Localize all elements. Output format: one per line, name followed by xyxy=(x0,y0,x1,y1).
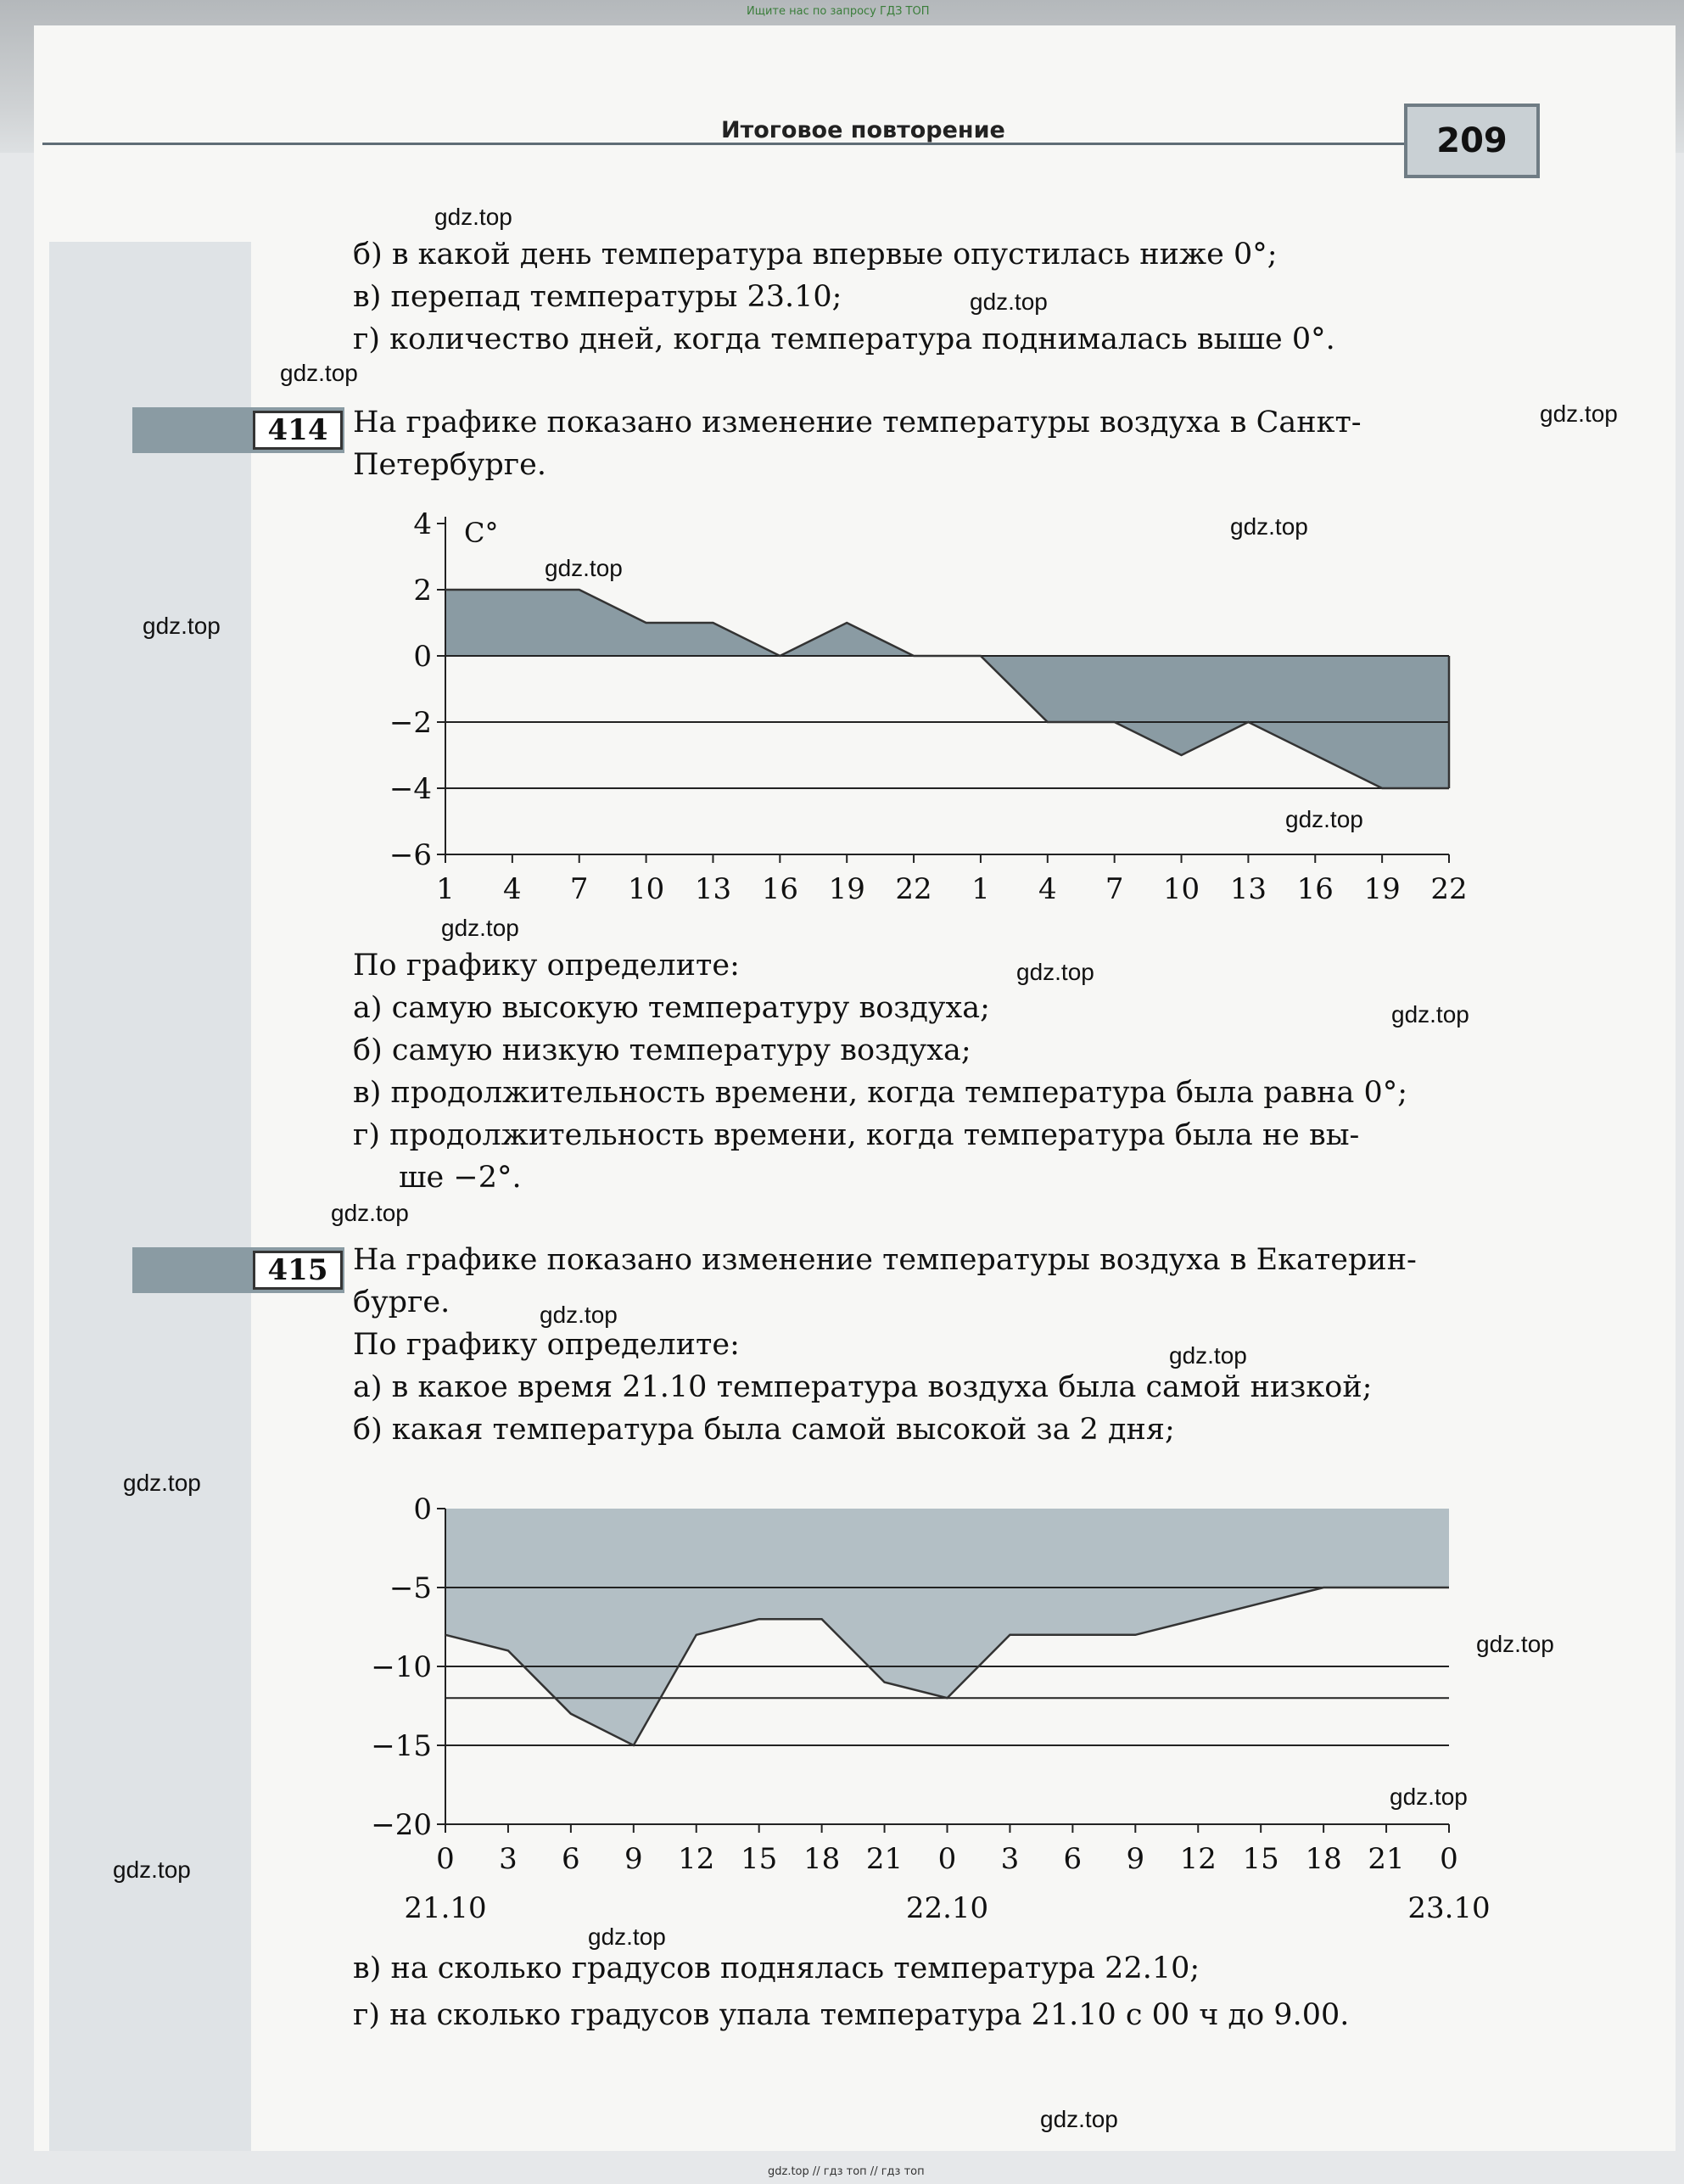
problem-414-question-v: в) продолжительность времени, когда температура была равна 0°; xyxy=(353,1076,1408,1110)
page-number: 209 xyxy=(1404,104,1540,178)
y-tick-label: 0 xyxy=(413,1492,432,1526)
temperature-area xyxy=(445,590,1449,788)
x-tick-label: 12 xyxy=(1179,1842,1217,1876)
watermark: gdz.top xyxy=(143,613,221,639)
watermark: gdz.top xyxy=(441,915,519,941)
y-tick-label: −20 xyxy=(371,1808,432,1842)
problem-415-text-1: На графике показано изменение температуры воздуха в Екатерин- xyxy=(353,1243,1417,1277)
watermark: gdz.top xyxy=(1391,1001,1469,1028)
x-tick-label: 18 xyxy=(803,1842,841,1876)
x-tick-label: 0 xyxy=(1440,1842,1458,1876)
y-tick-label: 0 xyxy=(413,640,432,674)
watermark: gdz.top xyxy=(1230,513,1308,540)
y-tick-label: −15 xyxy=(371,1729,432,1763)
x-tick-label: 9 xyxy=(1126,1842,1145,1876)
x-tick-label: 13 xyxy=(694,872,732,906)
problem-414-text-2: Петербурге. xyxy=(353,448,546,482)
watermark: gdz.top xyxy=(970,288,1048,315)
problem-415-question-v: в) на сколько градусов поднялась температура 22.10; xyxy=(353,1952,1200,1985)
x-tick-label: 10 xyxy=(1162,872,1200,906)
watermark: gdz.top xyxy=(1016,959,1094,985)
temperature-area xyxy=(445,1509,1449,1745)
watermark: gdz.top xyxy=(1040,2106,1118,2132)
problem-415-question-g: г) на сколько градусов упала температура 21.10 с 00 ч до 9.00. xyxy=(353,1998,1350,2032)
top-banner: Ищите нас по запросу ГДЗ ТОП xyxy=(747,5,930,18)
problem-414-question-b: б) самую низкую температуру воздуха; xyxy=(353,1033,971,1067)
watermark: gdz.top xyxy=(123,1470,201,1496)
watermark: gdz.top xyxy=(1169,1342,1247,1369)
y-tick-label: 4 xyxy=(413,507,432,541)
problem-414-question-g-cont: ше −2°. xyxy=(399,1161,522,1195)
problem-415-number: 415 xyxy=(253,1251,343,1290)
intro-line-v: в) перепад температуры 23.10; xyxy=(353,280,842,314)
x-tick-label: 4 xyxy=(1038,872,1057,906)
problem-415-text-3: По графику определите: xyxy=(353,1328,740,1362)
x-tick-label: 22 xyxy=(1430,872,1468,906)
x-tick-label: 1 xyxy=(436,872,455,906)
intro-line-b: б) в какой день температура впервые опустилась ниже 0°; xyxy=(353,238,1278,272)
day-label: 21.10 xyxy=(404,1891,487,1925)
x-tick-label: 7 xyxy=(1105,872,1124,906)
watermark: gdz.top xyxy=(545,555,623,581)
watermark: gdz.top xyxy=(588,1924,666,1950)
unit-label: C° xyxy=(464,517,499,549)
watermark: gdz.top xyxy=(434,204,512,230)
watermark: gdz.top xyxy=(113,1856,191,1883)
y-tick-label: 2 xyxy=(413,574,432,608)
x-tick-label: 13 xyxy=(1229,872,1267,906)
x-tick-label: 7 xyxy=(569,872,589,906)
watermark: gdz.top xyxy=(1285,806,1363,832)
y-tick-label: −4 xyxy=(389,772,432,806)
problem-415-text-2: бурге. xyxy=(353,1285,450,1319)
x-tick-label: 6 xyxy=(1063,1842,1083,1876)
chart-spb-temperature xyxy=(356,505,1476,921)
day-label: 22.10 xyxy=(905,1891,989,1925)
x-tick-label: 0 xyxy=(436,1842,455,1876)
problem-415-text-5: б) какая температура была самой высокой за 2 дня; xyxy=(353,1413,1175,1447)
x-tick-label: 12 xyxy=(678,1842,715,1876)
x-tick-label: 21 xyxy=(865,1842,904,1876)
x-tick-label: 16 xyxy=(761,872,798,906)
x-tick-label: 3 xyxy=(1000,1842,1020,1876)
watermark: gdz.top xyxy=(1540,400,1618,427)
problem-415-text-4: а) в какое время 21.10 температура воздуха была самой низкой; xyxy=(353,1370,1373,1404)
watermark: gdz.top xyxy=(1476,1631,1554,1657)
section-title: Итоговое повторение xyxy=(721,117,1005,143)
x-tick-label: 9 xyxy=(624,1842,643,1876)
x-tick-label: 10 xyxy=(627,872,665,906)
problem-414-questions-intro: По графику определите: xyxy=(353,949,740,983)
x-tick-label: 16 xyxy=(1296,872,1334,906)
intro-line-g: г) количество дней, когда температура поднималась выше 0°. xyxy=(353,322,1335,356)
x-tick-label: 3 xyxy=(499,1842,518,1876)
watermark: gdz.top xyxy=(1390,1784,1468,1810)
day-label: 23.10 xyxy=(1407,1891,1491,1925)
x-tick-label: 15 xyxy=(741,1842,778,1876)
y-tick-label: −5 xyxy=(389,1571,432,1605)
x-tick-label: 1 xyxy=(971,872,990,906)
watermark: gdz.top xyxy=(540,1302,618,1328)
x-tick-label: 15 xyxy=(1242,1842,1279,1876)
problem-414-question-g: г) продолжительность времени, когда температура была не вы- xyxy=(353,1118,1360,1152)
watermark: gdz.top xyxy=(280,360,358,386)
y-tick-label: −2 xyxy=(389,706,432,740)
footer-text: gdz.top // гдз топ // гдз топ xyxy=(768,2165,925,2178)
x-tick-label: 19 xyxy=(1363,872,1401,906)
x-tick-label: 18 xyxy=(1305,1842,1342,1876)
x-tick-label: 22 xyxy=(895,872,932,906)
x-tick-label: 21 xyxy=(1368,1842,1405,1876)
x-tick-label: 4 xyxy=(503,872,522,906)
x-tick-label: 0 xyxy=(937,1842,957,1876)
y-tick-label: −6 xyxy=(389,838,432,872)
watermark: gdz.top xyxy=(331,1200,409,1226)
problem-414-text-1: На графике показано изменение температуры воздуха в Санкт- xyxy=(353,406,1362,440)
problem-414-question-a: а) самую высокую температуру воздуха; xyxy=(353,991,990,1025)
x-tick-label: 6 xyxy=(562,1842,580,1876)
chart-ekb-temperature xyxy=(356,1476,1491,1952)
y-tick-label: −10 xyxy=(371,1650,432,1684)
x-tick-label: 19 xyxy=(828,872,865,906)
problem-414-number: 414 xyxy=(253,411,343,450)
